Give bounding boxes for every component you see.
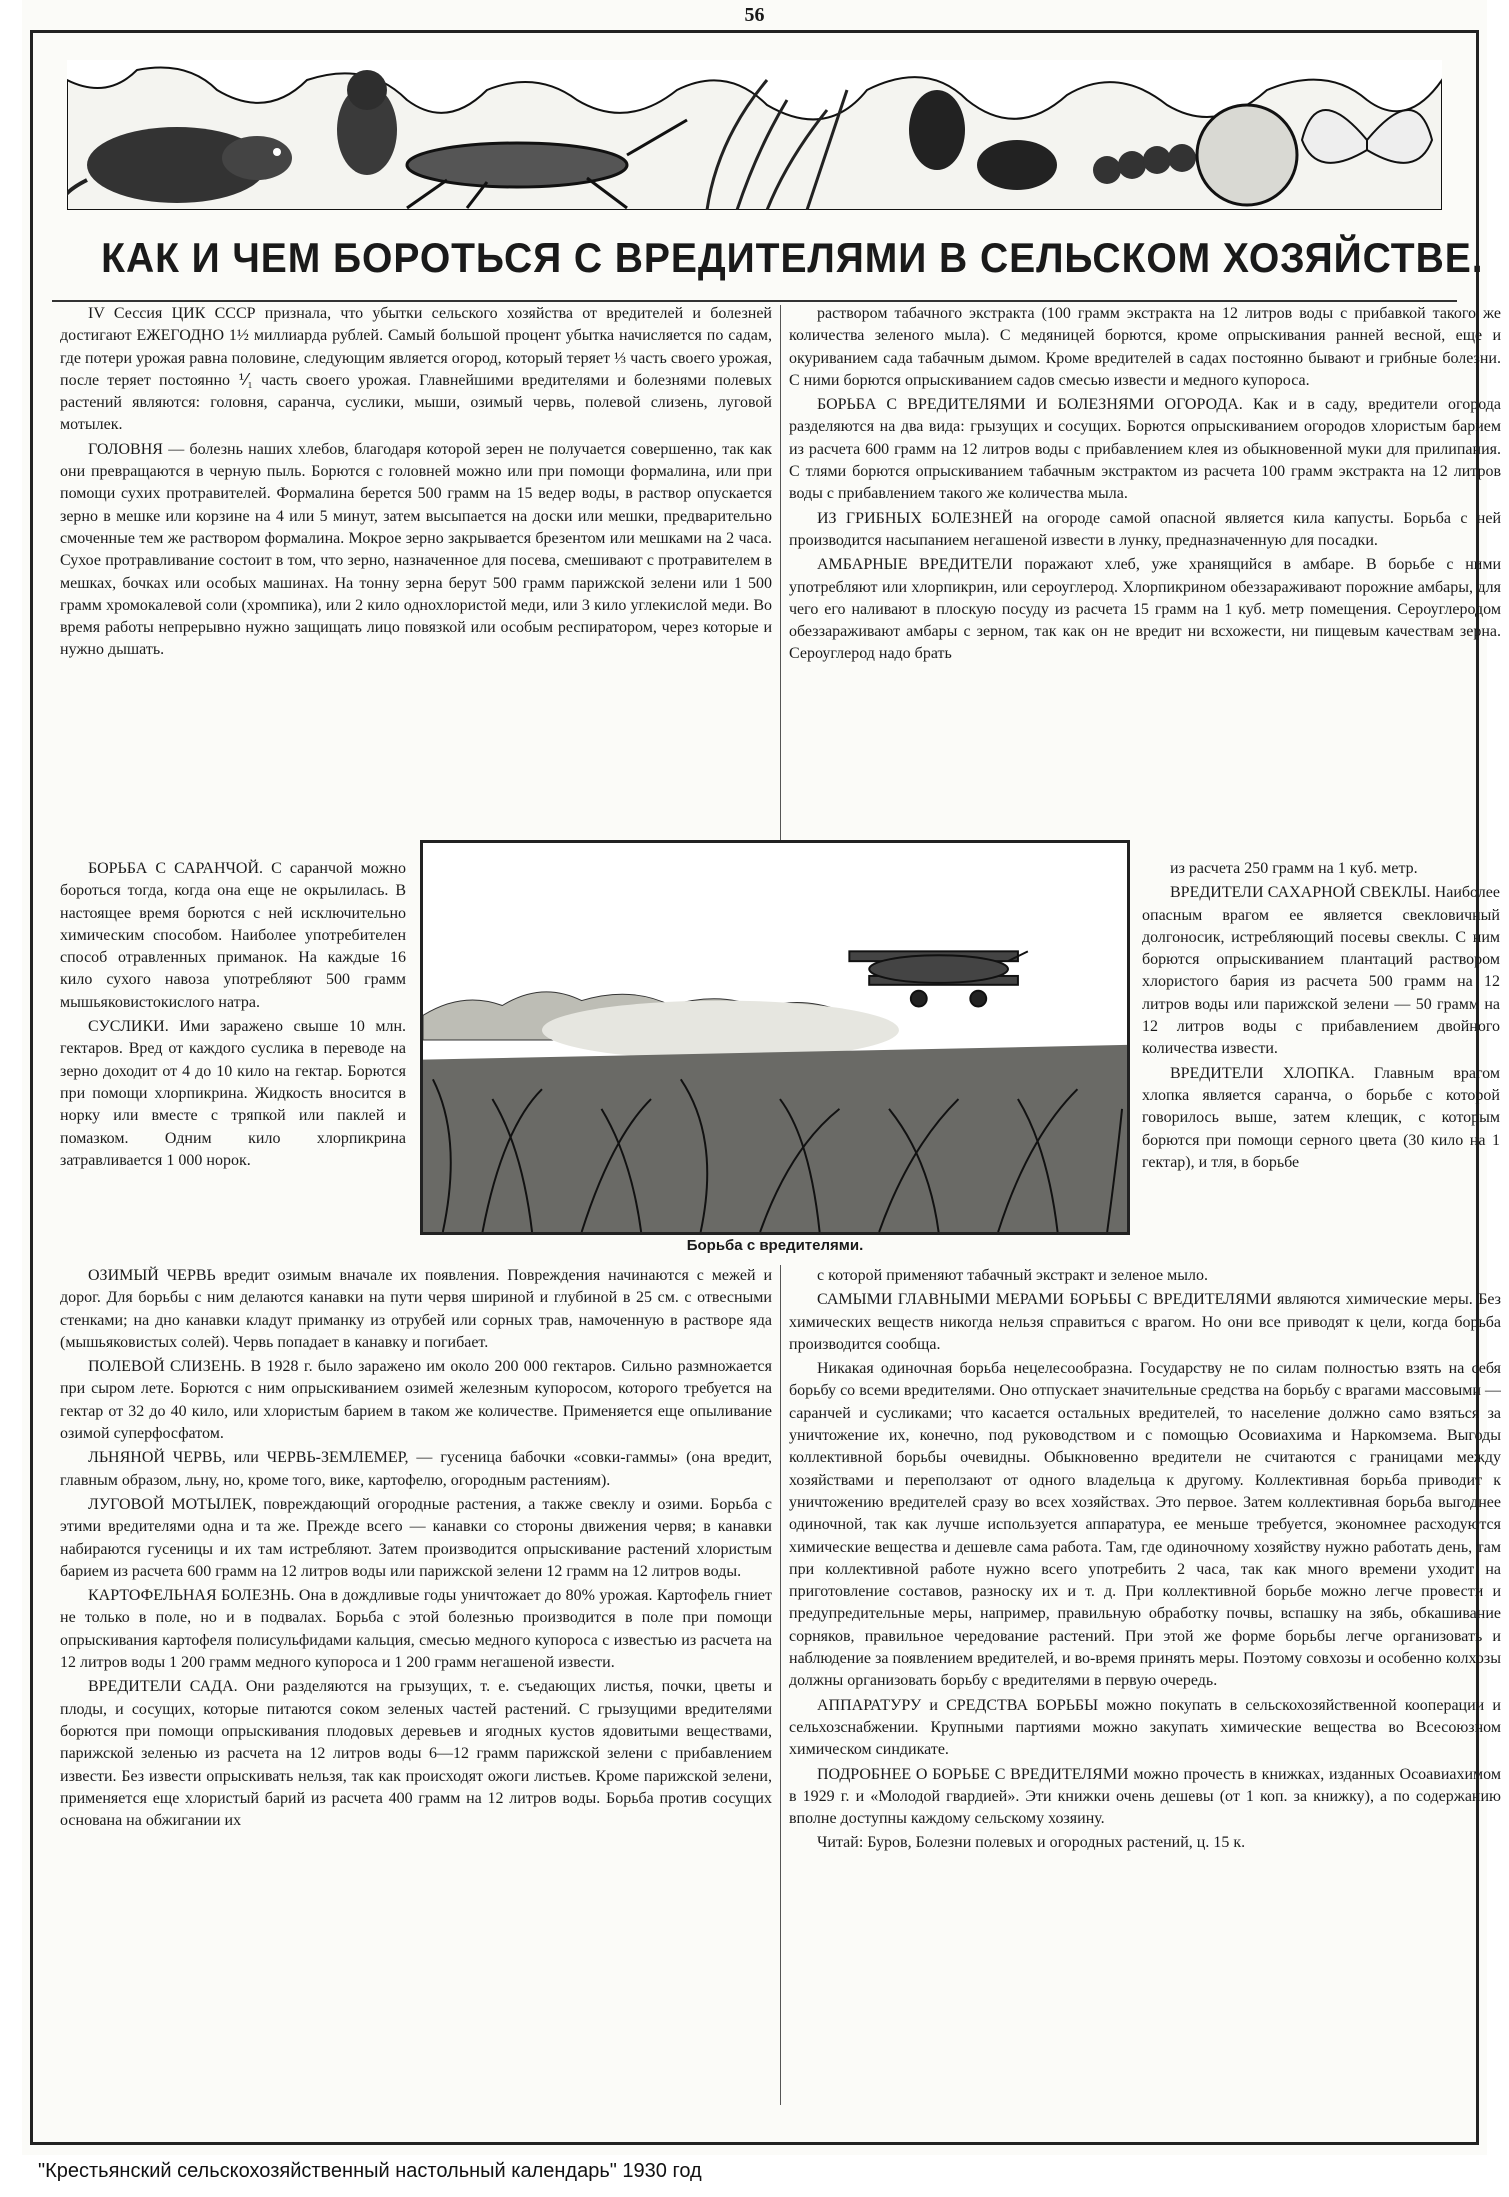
column-right-top [789,303,1501,858]
paragraph: ВРЕДИТЕЛИ ХЛОПКА. Главным врагом хлопка является саранча, о борьбе с которой говорилось выше, затем клещик, с которым борются при помощи серного цвета (30 кило на 1 гектар), и тля, в борьбе [1142,1064,1500,1171]
paragraph: СУСЛИКИ. Ими заражено свыше 10 млн. гектаров. Вред от каждого суслика в переводе на зерно доходит от 4 до 10 кило на гектар. Борются при помощи хлорпикрина. Жидкость вносится в норку или вместе с тряпкой или паклей и помазком. Одним кило хлорпикрина затравливается 1 000 норок. [60,1018,406,1169]
column-left-top [60,303,772,858]
paragraph: раствором табачного экстракта (100 грамм экстракта на 12 литров воды с прибавкой такого же количества зеленого мыла). С медяницей борются, кроме опрыскивания ранней весной, еще и окуриванием сада табачным дымом. Кроме вредителей в садах постоянно бывают и грибные болезни. С ними борются опрыскиванием садов смесью извести и медного купороса. [789,305,1501,389]
article-headline: КАК И ЧЕМ БОРОТЬСЯ С ВРЕДИТЕЛЯМИ В СЕЛЬСКОМ ХОЗЯЙСТВЕ. [101,234,1484,281]
paragraph: из расчета 250 грамм на 1 куб. метр. [1170,860,1418,877]
paragraph: ОЗИМЫЙ ЧЕРВЬ вредит озимым вначале их появления. Повреждения начинаются с межей и дорог. Для борьбы с ним делаются канавки на пути червя шириной и глубиной в 25 см. с отвесными стенками; на дно канавки кладут приманку из отрубей или сорных трав, намоченную в растворе яда (мышьяковистых солей). Червь попадает в канавку и погибает. [60,1267,772,1351]
page-number: 56 [744,4,765,26]
column-left-bottom [60,1265,772,2110]
paragraph: АМБАРНЫЕ ВРЕДИТЕЛИ поражают хлеб, уже хранящийся в амбаре. В борьбе с ними употребляют или хлорпикрин, или сероуглерод. Хлорпикрином обеззараживают порожние амбары, для чего его наливают в плоскую посуду из расчета 15 грамм на 1 куб. метр помещения. Сероуглеродом обеззараживают амбары с зерном, так как он не вредит ни всхожести, ни пищевым качествам зерна. Сероуглерод надо брать [789,556,1501,663]
paragraph: IV Сессия ЦИК СССР признала, что убытки сельского хозяйства от вредителей и болезней достигают ЕЖЕГОДНО 1½ миллиарда рублей. Самый большой процент убытка начисляется по садам, где потери урожая равна половине, следующим является огород, который теряет ⅓ часть своего урожая, после теряет постоянно ⅟₁ часть своего урожая. Главнейшими вредителями и болезнями полевых растений являются: головня, саранча, суслики, мыши, озимый червь, полевой слизень, луговой мотылек. [60,305,772,434]
cabbage-drawing [1197,105,1297,205]
column-divider [780,305,781,850]
paragraph: ЛЬНЯНОЙ ЧЕРВЬ, или ЧЕРВЬ-ЗЕМЛЕМЕР, — гусеница бабочки «совки-гаммы» (она вредит, главным образом, льну, но, кроме того, вике, картофелю, огородным растениям). [60,1449,772,1489]
paragraph: КАРТОФЕЛЬНАЯ БОЛЕЗНЬ. Она в дождливые годы уничтожает до 80% урожая. Картофель гниет не только в поле, но и в подвалах. Борьба с этой болезнью производится в поле при помощи опрыскивания картофеля полисульфидами кальция, смесью медного купороса с известью из расчета на 12 литров воды 1 200 грамм медного купороса и 1 200 грамм негашеной извести. [60,1587,772,1672]
source-caption: "Крестьянский сельскохозяйственный настольный календарь" 1930 год [38,2160,702,2182]
newspaper-page [22,0,1501,2155]
paragraph: ЛУГОВОЙ МОТЫЛЕК, повреждающий огородные растения, а также свеклу и озими. Борьба с этими вредителями одна и та же. Прежде всего — канавки со стороны движения червя; в канавки набираются гусеницы и их там истребляют. Затем производится опрыскивание растений хлористым барием из расчета 600 грамм на 12 литров воды или парижской зелени 12 грамм на 12 литров воды. [60,1495,772,1580]
pests-banner-illustration [67,60,1442,210]
paragraph: БОРЬБА С ВРЕДИТЕЛЯМИ И БОЛЕЗНЯМИ ОГОРОДА. Как и в саду, вредители огорода разделяются на два вида: грызущих и сосущих. Борются опрыскиванием огородов хлористым барием из расчета 600 грамм на 12 литров воды с прибавлением клея из обыкновенной муки для прилипания. С тлями борются опрыскиванием табачным экстрактом из расчета 100 грамм экстракта на 12 литров воды с прибавлением такого же количества мыла. [789,396,1501,503]
column-divider [780,1265,781,2105]
headline-rule [52,300,1457,302]
paragraph: ВРЕДИТЕЛИ САХАРНОЙ СВЕКЛЫ. Наиболее опасным врагом ее является свекловичный долгоносик, истребляющий посевы свеклы. С ним борются опрыскиванием плантаций раствором хлористого бария из расчета 500 грамм на 12 литров воды или парижской зелени — 50 грамм на 12 литров воды с прибавлением двойного количества извести. [1142,884,1500,1058]
illustration-caption: Борьба с вредителями. [686,1237,864,1254]
column-right-bottom [789,1265,1501,2110]
paragraph: ГОЛОВНЯ — болезнь наших хлебов, благодаря которой зерен не получается совершенно, так как они превращаются в черную пыль. Борются с головней можно или при помощи формалина, или при помощи сухих протравителей. Формалина берется 500 грамм на 15 ведер воды, в раствор опускается зерно в мешке или корзине на 4 или 5 минут, затем высыпается на доски или мешки, предварительно смоченные тем же раствором формалина. Мокрое зерно закрывается брезентом или мешками на 2 часа. Сухое протравливание состоит в том, что зерно, назначенное для посева, смешивают с протравителем в мешках, бочках или особых машинах. На тонну зерна берут 500 грамм парижской зелени или 1 500 грамм хромокалевой соли (хромпика), или 2 кило однохлористой меди, или 3 кило углекислой меди. Во время работы непрерывно нужно защищать лицо повязкой или особым респиратором, через которые и нужно дышать. [60,440,772,659]
paragraph: Никакая одиночная борьба нецелесообразна. Государству не по силам полностью взять на себя борьбу со всеми вредителями. Оно отпускает значительные средства на борьбу с врагами массовыми — саранчей и сусликами; что касается остальных вредителей, то население должно само взяться за уничтожение их, конечно, под руководством и с помощью Осовиахима и Наркомзема. Выгоды коллективной борьбы очевидны. Обыкновенно вредители не считаются с границами между хозяйствами и переползают от одного владельца к другому. Коллективная борьба приводит к уничтожению вредителей сразу во всех хозяйствах. Это первое. Затем коллективная борьба выгоднее одиночной, так как лучше используется аппаратура, ее меньше требуется, экономнее расходуются химические вещества и дешевле сама работа. Там, где одиночному хозяйству нужно работать день, там при коллективной работе нужно всего употребить 2 часа, так как много времени уходит на приготовление составов, разноску их и т. д. При коллективной борьбе можно легче провести и предупредительные меры, например, правильную обработку почвы, вспашку на зябь, обкашивание сорняков, правильное чередование растений. При этой же форме борьбы легче организовать и наблюдение за появлением вредителей, и во-время принять меры. Поэтому совхозы и особенно колхозы должны организовать борьбу с вредителями в первую очередь. [789,1360,1501,1690]
grass-field [423,1045,1127,1232]
paragraph: ПОДРОБНЕЕ О БОРЬБЕ С ВРЕДИТЕЛЯМИ можно прочесть в книжках, изданных Осоавиахимом в 1929 г. и «Молодой гвардией». Эти книжки очень дешевы (от 1 коп. за книжку), а по содержанию вполне доступны каждому сельскому хозяину. [789,1765,1501,1828]
paragraph: ИЗ ГРИБНЫХ БОЛЕЗНЕЙ на огороде самой опасной является кила капусты. Борьба с ней производится насыпанием негашеной извести в лунку, предназначенную для посадки. [789,509,1501,549]
paragraph: САМЫМИ ГЛАВНЫМИ МЕРАМИ БОРЬБЫ С ВРЕДИТЕЛЯМИ являются химические меры. Без химических веществ никогда нельзя справиться с врагом. Но они все приводят к цели, когда борьба производится сообща. [789,1291,1501,1353]
airplane-crop-dusting-illustration [420,840,1130,1235]
paragraph: ПОЛЕВОЙ СЛИЗЕНЬ. В 1928 г. было заражено им около 200 000 гектаров. Сильно размножается при сыром лете. Борются с ним опрыскиванием озимей железным купоросом, которого требуется на гектар от 32 до 40 кило, или хлористым барием в таком же количестве. Применяется еще опыливание озимой суперфосфатом. [60,1358,772,1443]
paragraph: АППАРАТУРУ и СРЕДСТВА БОРЬБЫ можно покупать в сельскохозяйственной кооперации и сельхозснабжении. Крупными партиями можно закупать химические вещества во Всесоюзном химическом синдикате. [789,1696,1501,1759]
paragraph: БОРЬБА С САРАНЧОЙ. С саранчой можно бороться тогда, когда она еще не окрылилась. В настоящее время борются с ней исключительно химическим способом. Наиболее употребителен способ отравленных приманок. На каждые 16 кило сухого навоза употребляют 500 грамм мышьяковистокислого натра. [60,860,406,1011]
dust-cloud [542,1001,899,1060]
paragraph: ВРЕДИТЕЛИ САДА. Они разделяются на грызущих, т. е. съедающих листья, почки, цветы и плоды, и сосущих, которые питаются соком зеленых частей растений. С грызущими вредителями борются при помощи опрыскивания плодовых деревьев и ягодных кустов ядовитыми веществами, парижской зеленью из расчета на 12 литров воды 6—12 грамм парижской зелени с прибавлением извести. Без извести опрыскивать нельзя, так как происходят ожоги листьев. Кроме парижской зелени, применяется еще хлористый барий из расчета 400 грамм на 12 литров воды. Борьба против сосущих основана на обжигании их [60,1678,772,1830]
column-right-middle [1142,858,1500,1298]
paragraph: Читай: Буров, Болезни полевых и огородных растений, ц. 15 к. [817,1834,1246,1852]
paragraph: с которой применяют табачный экстракт и зеленое мыло. [817,1267,1208,1284]
